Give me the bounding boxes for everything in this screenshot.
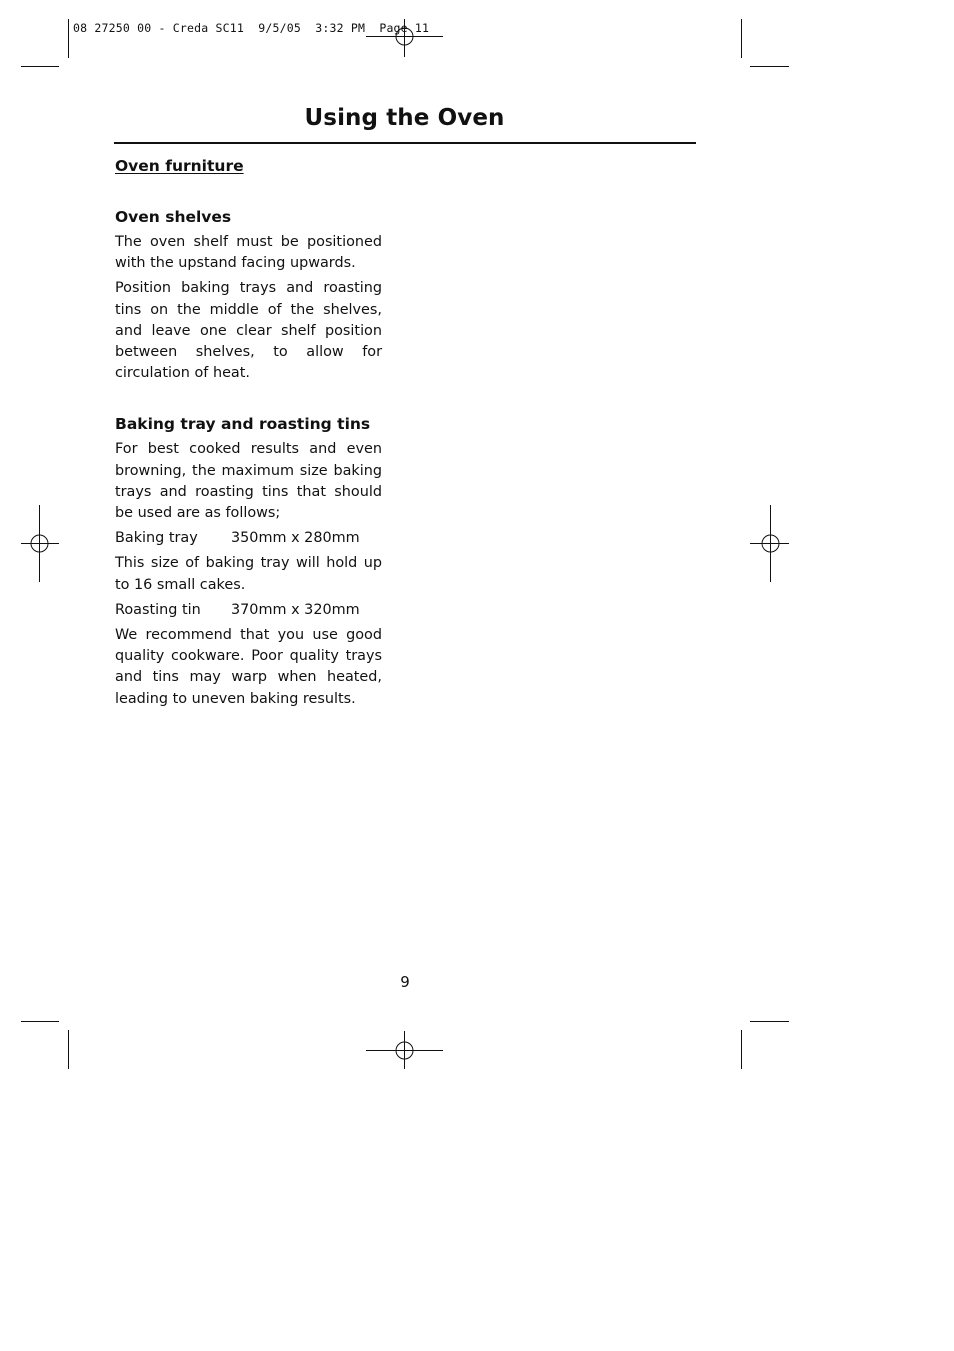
dimension-value: 370mm x 320mm [231, 601, 360, 618]
subheading-baking-tray: Baking tray and roasting tins [115, 415, 371, 434]
dimension-row-roasting-tin [115, 600, 382, 621]
section-heading-oven-furniture: Oven furniture [115, 157, 244, 175]
dimension-value: 350mm x 280mm [231, 530, 360, 547]
content-column [115, 156, 382, 710]
paragraph-shelf-position: The oven shelf must be positioned with the upstand facing upwards. [115, 234, 382, 272]
registration-mark-top [366, 19, 443, 57]
page-number: 9 [400, 973, 410, 991]
title-rule [114, 142, 696, 144]
registration-mark-bottom [366, 1031, 443, 1069]
paragraph-tray-intro: For best cooked results and even browning, the maximum size baking trays and roasting tins that should be used are as follows; [115, 441, 382, 522]
paragraph-tray-capacity: This size of baking tray will hold up to 16 small cakes. [115, 555, 382, 593]
dimension-label: Baking tray [115, 530, 198, 547]
dimension-label: Roasting tin [115, 601, 201, 618]
spacer [115, 177, 382, 207]
page-title: Using the Oven [304, 105, 505, 131]
paragraph-cookware-recommendation: We recommend that you use good quality cookware. Poor quality trays and tins may warp when heated, leading to uneven baking results. [115, 627, 382, 707]
paragraph-tray-position: Position baking trays and roasting tins on the middle of the shelves, and leave one clear shelf position between shelves, to allow for circulation of heat. [115, 280, 382, 382]
registration-mark-right [750, 505, 789, 582]
subheading-oven-shelves: Oven shelves [115, 208, 232, 226]
registration-mark-left [21, 505, 59, 582]
spacer [115, 384, 382, 414]
dimension-row-baking-tray [115, 528, 382, 549]
print-slug: 08 27250 00 - Creda SC11 9/5/05 3:32 PM Page 11 [73, 21, 430, 35]
